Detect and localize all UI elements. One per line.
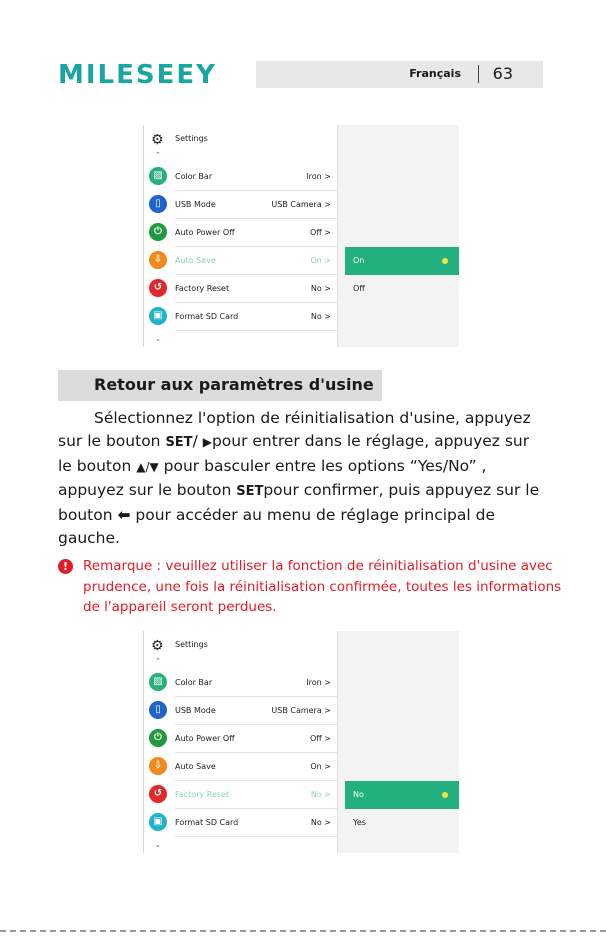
menu-row-value: On >	[310, 762, 331, 771]
save-icon: ⇩	[149, 251, 167, 269]
menu-row-value: Iron >	[306, 172, 331, 181]
menu-row-value: Off >	[309, 228, 331, 237]
palette-icon: ▨	[149, 167, 167, 185]
option-selected	[345, 781, 459, 809]
set-button-label: SET	[236, 484, 264, 500]
menu-row-factory-reset	[143, 781, 337, 809]
menu-row-auto-power-off	[143, 725, 337, 753]
gear-icon: ⚙	[151, 132, 164, 148]
text: le bouton	[58, 456, 137, 475]
instructions-paragraph	[58, 407, 558, 550]
settings-title: Settings	[175, 134, 208, 143]
right-triangle-icon: ▶	[202, 435, 212, 450]
text: /	[192, 432, 203, 451]
menu-row-auto-save	[143, 753, 337, 781]
warning-icon: !	[58, 559, 73, 574]
menu-row-value: Off >	[309, 734, 331, 743]
option-label: Off	[353, 284, 365, 293]
sdcard-icon: ▣	[149, 307, 167, 325]
option-unselected	[345, 275, 459, 303]
menu-row-auto-save	[143, 247, 337, 275]
menu-row-label: USB Mode	[175, 706, 216, 715]
menu-row-value: No >	[310, 312, 331, 321]
menu-row-usb-mode	[143, 191, 337, 219]
menu-row-value: Iron >	[306, 678, 331, 687]
menu-row-color-bar	[143, 163, 337, 191]
power-icon: ⏻	[149, 729, 167, 747]
power-icon: ⏻	[149, 223, 167, 241]
menu-row-label: Auto Power Off	[175, 228, 235, 237]
page-number: 63	[492, 64, 513, 83]
menu-row-value: No >	[310, 790, 331, 799]
para-line	[58, 407, 558, 430]
menu-row-label: Format SD Card	[175, 312, 239, 321]
row-divider	[175, 836, 337, 837]
reset-icon: ↺	[149, 279, 167, 297]
section-title: Retour aux paramètres d'usine	[94, 375, 374, 394]
menu-row-auto-power-off	[143, 219, 337, 247]
gear-icon: ⚙	[151, 638, 164, 654]
menu-row-color-bar	[143, 669, 337, 697]
selected-dot-icon	[442, 258, 448, 264]
up-down-triangle-icon: ▲/▼	[136, 459, 159, 474]
page-bottom-dashed-line	[0, 930, 606, 932]
brand-logo: MILESEEY	[58, 60, 217, 90]
scroll-down-icon: ⌄	[155, 841, 161, 849]
settings-header	[143, 131, 337, 149]
menu-row-label: Format SD Card	[175, 818, 239, 827]
menu-row-label: Auto Power Off	[175, 734, 235, 743]
text: bouton	[58, 505, 118, 524]
selected-dot-icon	[442, 792, 448, 798]
option-label: No	[353, 790, 364, 799]
menu-row-format-sd-card	[143, 809, 337, 837]
page-header-bar	[256, 61, 543, 88]
settings-options-panel	[337, 125, 459, 347]
menu-row-label: Auto Save	[175, 256, 216, 265]
menu-row-label: Factory Reset	[175, 790, 230, 799]
palette-icon: ▨	[149, 673, 167, 691]
settings-screenshot-auto-save	[143, 125, 459, 347]
language-label: Français	[409, 67, 461, 80]
text: pour basculer entre les options “Yes/No” ,	[158, 456, 487, 475]
reset-icon: ↺	[149, 785, 167, 803]
scroll-up-icon: ⌃	[155, 657, 161, 665]
menu-row-factory-reset	[143, 275, 337, 303]
scroll-down-icon: ⌄	[155, 335, 161, 343]
menu-row-usb-mode	[143, 697, 337, 725]
section-heading-bar	[58, 370, 382, 401]
warning-text: Remarque : veuillez utiliser la fonction de réinitialisation d'usine avec prudence, une fois la réinitialisation confirmée, toutes les informations de l'appareil seront perdues.	[83, 558, 562, 615]
text: pour accéder au menu de réglage principal de	[130, 505, 495, 524]
row-divider	[175, 330, 337, 331]
usb-icon: ▯	[149, 701, 167, 719]
settings-title: Settings	[175, 640, 208, 649]
para-line	[58, 479, 558, 503]
text: pour confirmer, puis appuyez sur le	[263, 481, 540, 500]
para-line	[58, 455, 558, 479]
menu-row-format-sd-card	[143, 303, 337, 331]
menu-row-label: Factory Reset	[175, 284, 230, 293]
settings-screenshot-factory-reset	[143, 631, 459, 853]
menu-row-value: On >	[310, 256, 331, 265]
menu-row-label: Auto Save	[175, 762, 216, 771]
menu-row-value: No >	[310, 284, 331, 293]
warning-note	[58, 556, 570, 618]
header-divider	[478, 65, 479, 83]
menu-row-value: USB Camera >	[271, 706, 331, 715]
option-selected	[345, 247, 459, 275]
text: Sélectionnez l'option de réinitialisation d'usine, appuyez	[94, 409, 531, 427]
menu-row-value: USB Camera >	[271, 200, 331, 209]
option-unselected	[345, 809, 459, 837]
text: appuyez sur le bouton	[58, 481, 237, 500]
settings-header	[143, 637, 337, 655]
text: sur le bouton	[58, 432, 166, 451]
option-label: Yes	[353, 818, 366, 827]
back-arrow-icon: ⬅	[117, 505, 131, 524]
menu-row-label: USB Mode	[175, 200, 216, 209]
scroll-up-icon: ⌃	[155, 151, 161, 159]
option-label: On	[353, 256, 365, 265]
save-icon: ⇩	[149, 757, 167, 775]
text: gauche.	[58, 529, 120, 548]
menu-row-value: No >	[310, 818, 331, 827]
usb-icon: ▯	[149, 195, 167, 213]
para-line	[58, 504, 558, 527]
text: pour entrer dans le réglage, appuyez sur	[211, 432, 530, 451]
set-button-label: SET	[165, 435, 193, 451]
menu-row-label: Color Bar	[175, 172, 213, 181]
para-line	[58, 527, 558, 550]
menu-row-label: Color Bar	[175, 678, 213, 687]
para-line	[58, 430, 558, 454]
sdcard-icon: ▣	[149, 813, 167, 831]
